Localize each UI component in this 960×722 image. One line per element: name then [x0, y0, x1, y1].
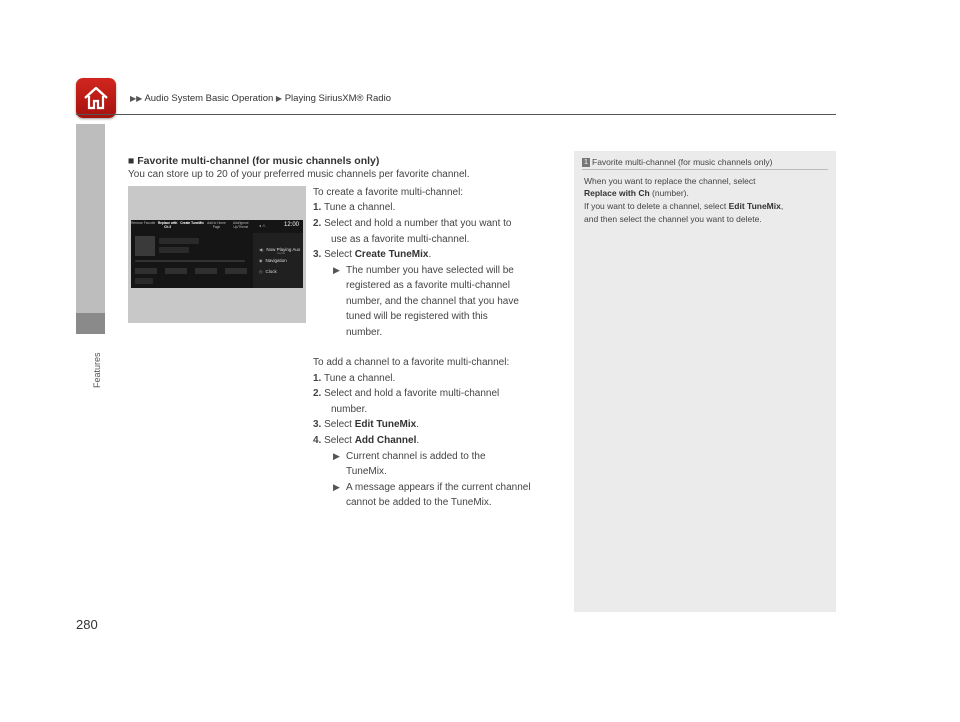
add-step-4: 4. Select Add Channel. [313, 435, 420, 446]
note-number-badge: 1 [582, 158, 590, 167]
section-intro: You can store up to 20 of your preferred music channels per favorite channel. [128, 169, 470, 180]
tab-create-tunemix: Create TuneMix [180, 221, 204, 225]
menu-item-now-playing: ◀) Now Playing Aux [259, 247, 301, 252]
menu-title: Cards [277, 251, 286, 255]
add-step-1: 1. Tune a channel. [313, 373, 396, 384]
sidebar-label: Features [92, 352, 102, 388]
chevron-right-icon: ▶ [275, 94, 283, 103]
screen-illustration [128, 186, 306, 323]
add-result: TuneMix. [346, 466, 387, 477]
menu-item-navigation: ◉ Navigation [259, 258, 287, 263]
clock-icon: ◷ [259, 269, 263, 274]
breadcrumb-item[interactable]: Audio System Basic Operation [144, 93, 274, 104]
screen-tabs [131, 220, 253, 232]
tab-remove-favorite: Remove Favorite [131, 221, 156, 225]
note-line: When you want to replace the channel, select [584, 176, 756, 186]
channel-info [159, 238, 199, 244]
album-art [135, 236, 155, 256]
navigation-icon: ◉ [259, 258, 263, 263]
section-heading: ■ Favorite multi-channel (for music channels only) [128, 155, 380, 167]
add-step-2: 2. Select and hold a favorite multi-channel [313, 388, 500, 399]
home-button[interactable] [76, 78, 116, 118]
music-icon: ◀) [259, 247, 264, 252]
chevron-right-icon: ▶▶ [130, 94, 143, 103]
add-step-2-cont: number. [331, 404, 368, 415]
screen-status-icons: ◂ ⚠ [259, 223, 266, 228]
audio-screen [131, 220, 303, 288]
channel-info [135, 278, 153, 284]
add-result: Current channel is added to the [346, 451, 486, 462]
result-arrow-icon: ▶ [333, 482, 340, 492]
create-step-2: 2. Select and hold a number that you want to [313, 218, 512, 229]
channel-info [159, 247, 189, 253]
breadcrumb-item[interactable]: Playing SiriusXM® Radio [284, 93, 391, 104]
home-icon [82, 84, 110, 112]
add-lead: To add a channel to a favorite multi-channel: [313, 357, 510, 368]
create-lead: To create a favorite multi-channel: [313, 187, 464, 198]
header-divider [76, 114, 836, 115]
create-step-3: 3. Select Create TuneMix. [313, 249, 432, 260]
note-divider [582, 169, 828, 170]
page-number: 280 [76, 617, 98, 632]
create-step-1: 1. Tune a channel. [313, 202, 396, 213]
create-result: tuned will be registered with this [346, 311, 488, 322]
side-note [574, 151, 836, 612]
note-line: Replace with Ch (number). [584, 188, 689, 198]
add-result: cannot be added to the TuneMix. [346, 497, 492, 508]
result-arrow-icon: ▶ [333, 265, 340, 275]
menu-item-clock: ◷ Clock [259, 269, 277, 274]
preset-button [195, 268, 217, 274]
preset-button [135, 268, 157, 274]
sidebar-tab-block [76, 124, 105, 334]
divider [135, 260, 245, 262]
create-result: The number you have selected will be [346, 265, 514, 276]
tab-add-ignore: Add/Ignore Up/Theme [233, 221, 249, 229]
note-heading: 1 Favorite multi-channel (for music channels only) [582, 157, 772, 167]
create-step-2-cont: use as a favorite multi-channel. [331, 234, 470, 245]
create-result: number, and the channel that you have [346, 296, 519, 307]
screen-clock: 12:00 [283, 222, 299, 228]
tab-replace-with-ch: Replace with Ch 3 [157, 221, 178, 229]
add-step-3: 3. Select Edit TuneMix. [313, 419, 419, 430]
tab-add-to-home: Add to Home Page [207, 221, 226, 229]
note-line: and then select the channel you want to delete. [584, 214, 762, 224]
preset-button [165, 268, 187, 274]
result-arrow-icon: ▶ [333, 451, 340, 461]
breadcrumb [130, 93, 391, 104]
create-result: registered as a favorite multi-channel [346, 280, 510, 291]
create-result: number. [346, 327, 383, 338]
add-result: A message appears if the current channel [346, 482, 531, 493]
sidebar-tab-active[interactable] [76, 313, 105, 334]
preset-button [225, 268, 247, 274]
note-line: If you want to delete a channel, select Edit TuneMix, [584, 201, 784, 211]
